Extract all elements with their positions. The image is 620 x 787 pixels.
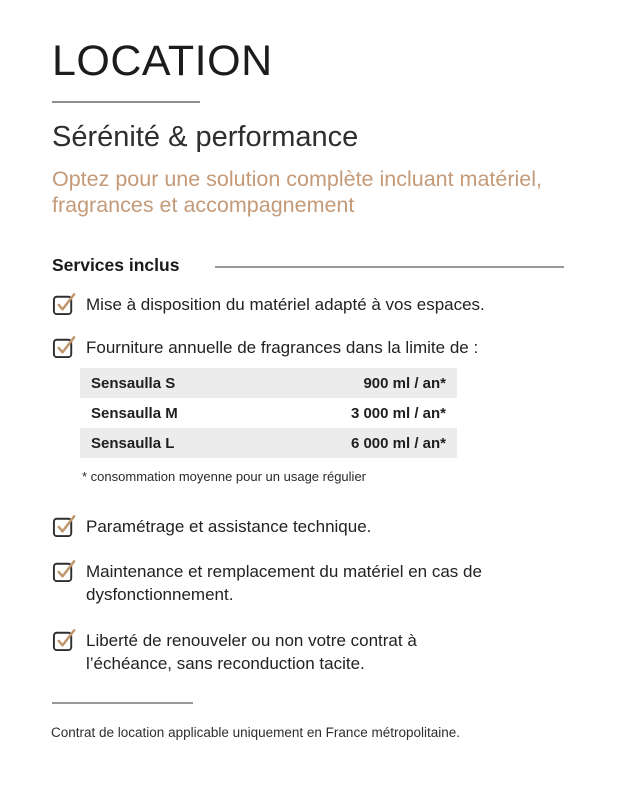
footer-divider <box>52 702 193 704</box>
allowance-value: 3 000 ml / an* <box>350 404 446 422</box>
allowance-table <box>80 368 457 458</box>
service-item-label: Maintenance et remplacement du matériel en cas de dysfonctionnement. <box>86 562 482 604</box>
service-item <box>52 513 371 538</box>
table-row <box>80 428 457 458</box>
services-divider <box>215 266 564 268</box>
checked-checkbox-icon <box>52 334 77 359</box>
product-name: Sensaulla S <box>91 374 176 392</box>
service-item <box>52 334 478 359</box>
service-item <box>52 291 485 316</box>
checked-checkbox-icon <box>52 291 77 316</box>
services-heading: Services inclus <box>52 255 180 275</box>
footer-note: Contrat de location applicable uniquement en France métropolitaine. <box>51 725 461 740</box>
service-item-label: Fourniture annuelle de fragrances dans la limite de : <box>86 338 479 357</box>
table-row <box>80 368 457 398</box>
table-footnote: * consommation moyenne pour un usage régulier <box>82 469 367 484</box>
service-item-label: Mise à disposition du matériel adapté à vos espaces. <box>86 295 485 314</box>
allowance-value: 6 000 ml / an* <box>350 434 446 452</box>
title-divider <box>52 101 200 103</box>
checked-checkbox-icon <box>52 513 77 538</box>
service-item-label: Paramétrage et assistance technique. <box>86 517 372 536</box>
page-subtitle: Sérénité & performance <box>52 121 359 153</box>
page-title: LOCATION <box>52 37 273 85</box>
checked-checkbox-icon <box>52 627 77 652</box>
tagline: Optez pour une solution complète incluant matériel, fragrances et accompagnement <box>52 167 542 217</box>
product-name: Sensaulla L <box>91 434 175 452</box>
allowance-value: 900 ml / an* <box>363 374 446 392</box>
table-row <box>80 398 457 428</box>
service-item-label: Liberté de renouveler ou non votre contrat à l’échéance, sans reconduction tacite. <box>86 631 417 673</box>
product-name: Sensaulla M <box>91 404 178 422</box>
service-item <box>52 558 564 606</box>
service-item <box>52 627 506 675</box>
checked-checkbox-icon <box>52 558 77 583</box>
